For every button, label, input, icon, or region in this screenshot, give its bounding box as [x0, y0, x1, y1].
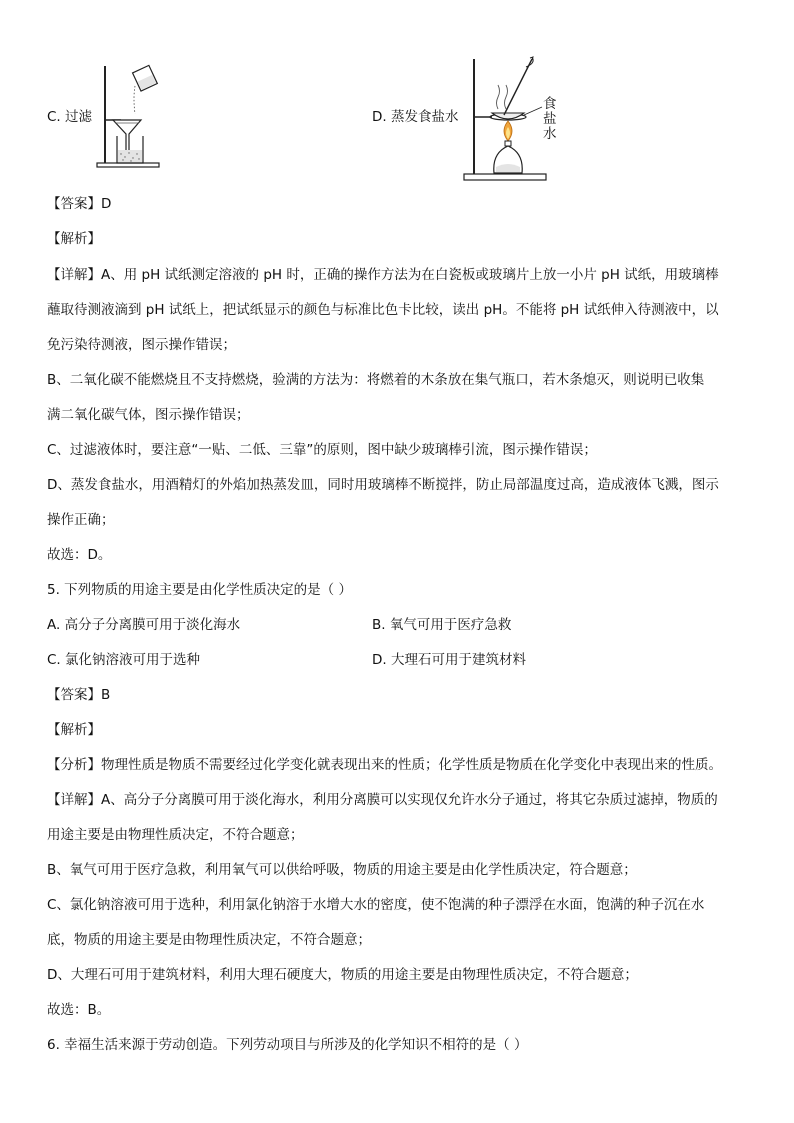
q4-detail-line: 蘸取待测液滴到 pH 试纸上，把试纸显示的颜色与标准比色卡比较，读出 pH。不能将 pH 试纸伸入待测液中，以: [47, 302, 719, 318]
q4-detail-line: B、二氧化碳不能燃烧且不支持燃烧，验满的方法为：将燃着的木条放在集气瓶口，若木条熄灭，则说明已收集: [47, 372, 705, 388]
dish-annotation-1: 食: [543, 96, 557, 112]
dish-annotation-3: 水: [543, 126, 557, 142]
q5-analysis-heading: 【解析】: [47, 722, 101, 738]
q5-answer: 【答案】B: [47, 687, 111, 703]
q5-analysis-line: 【分析】物理性质是物质不需要经过化学变化就表现出来的性质；化学性质是物质在化学变化中表现出来的性质。: [47, 757, 722, 773]
q5-option-a: A. 高分子分离膜可用于淡化海水: [47, 617, 241, 633]
q5-analysis-line: 用途主要是由物理性质决定，不符合题意；: [47, 827, 304, 843]
q4-detail-line: C、过滤液体时，要注意“一贴、二低、三靠”的原则，图中缺少玻璃棒引流，图示操作错误；: [47, 442, 597, 458]
q5-option-d: D. 大理石可用于建筑材料: [372, 652, 526, 668]
option-c-label: C. 过滤: [47, 109, 93, 125]
q5-analysis-line: C、氯化钠溶液可用于选种，利用氯化钠溶于水增大水的密度，使不饱满的种子漂浮在水面，饱满的种子沉在水: [47, 897, 705, 913]
q5-analysis-line: B、氧气可用于医疗急救，利用氧气可以供给呼吸，物质的用途主要是由化学性质决定，符合题意；: [47, 862, 637, 878]
q6-question: 6. 幸福生活来源于劳动创造。下列劳动项目与所涉及的化学知识不相符的是（ ）: [47, 1037, 528, 1053]
option-d-label: D. 蒸发食盐水: [372, 109, 459, 125]
q4-detail-line: D、蒸发食盐水，用酒精灯的外焰加热蒸发皿，同时用玻璃棒不断搅拌，防止局部温度过高，造成液体飞溅，图示: [47, 477, 719, 493]
q4-analysis-heading: 【解析】: [47, 231, 101, 247]
q5-analysis-line: 故选：B。: [47, 1002, 111, 1018]
q4-detail-line: 【详解】A、用 pH 试纸测定溶液的 pH 时，正确的操作方法为在白瓷板或玻璃片上放一小片 pH 试纸，用玻璃棒: [47, 267, 719, 283]
evaporation-apparatus-figure: [462, 55, 552, 185]
q5-option-c: C. 氯化钠溶液可用于选种: [47, 652, 201, 668]
filtration-apparatus-figure: [95, 62, 175, 172]
q4-detail-line: 免污染待测液，图示操作错误；: [47, 337, 236, 353]
q4-detail-line: 满二氧化碳气体，图示操作错误；: [47, 407, 250, 423]
q4-detail-line: 操作正确；: [47, 512, 115, 528]
q4-answer: 【答案】D: [47, 196, 112, 212]
dish-annotation-2: 盐: [543, 111, 557, 127]
q5-option-b: B. 氧气可用于医疗急救: [372, 617, 512, 633]
q5-question: 5. 下列物质的用途主要是由化学性质决定的是（ ）: [47, 582, 352, 598]
q5-analysis-line: 【详解】A、高分子分离膜可用于淡化海水，利用分离膜可以实现仅允许水分子通过，将其它杂质过滤掉，物质的: [47, 792, 718, 808]
q5-analysis-line: D、大理石可用于建筑材料，利用大理石硬度大，物质的用途主要是由物理性质决定，不符合题意；: [47, 967, 638, 983]
q4-detail-line: 故选：D。: [47, 547, 112, 563]
q5-analysis-line: 底，物质的用途主要是由物理性质决定，不符合题意；: [47, 932, 371, 948]
